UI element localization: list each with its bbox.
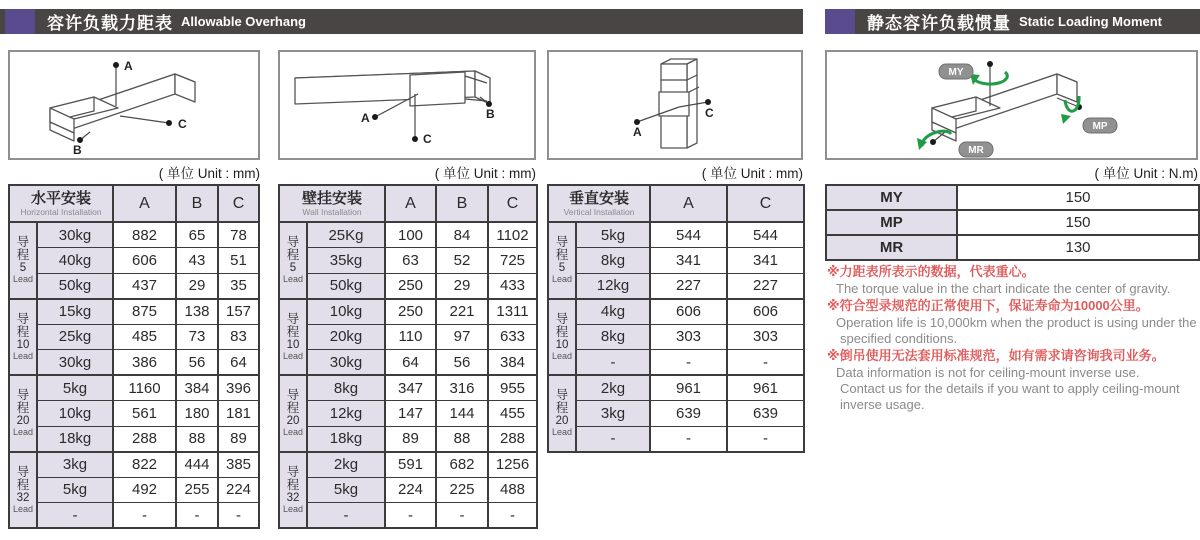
value-cell: 384 <box>488 350 537 376</box>
value-cell: 544 <box>650 222 727 248</box>
value-cell: 288 <box>113 426 176 452</box>
value-cell: 341 <box>727 248 804 274</box>
load-cell: - <box>576 350 650 376</box>
load-cell: 20kg <box>307 324 385 350</box>
section-header-static-loading-moment <box>825 9 1200 34</box>
value-cell: 591 <box>385 452 436 478</box>
actuator-isometric-drawing <box>549 52 801 158</box>
load-cell: 18kg <box>37 426 113 452</box>
footnote-en-line: The torque value in the chart indicate the center of gravity. <box>836 281 1171 296</box>
value-cell: 224 <box>218 477 259 503</box>
wall-installation-diagram <box>278 50 536 160</box>
value-cell: 157 <box>218 299 259 325</box>
load-cell: 3kg <box>37 452 113 478</box>
load-cell: - <box>307 503 385 529</box>
footnote-en-line: Data information is not for ceiling-mount inverse use. <box>836 365 1140 380</box>
value-cell: 227 <box>650 273 727 299</box>
value-cell: 144 <box>436 401 488 427</box>
load-cell: 12kg <box>576 273 650 299</box>
unit-label-mm: ( 单位 Unit : mm) <box>701 166 803 181</box>
load-cell: 15kg <box>37 299 113 325</box>
column-header-c: C <box>218 185 259 222</box>
lead-20-label: 导 程 20 Lead <box>279 375 307 452</box>
value-cell: 303 <box>650 324 727 350</box>
section-title-en: Static Loading Moment <box>1019 14 1162 29</box>
load-cell: 10kg <box>37 401 113 427</box>
value-cell: 73 <box>176 324 218 350</box>
value-cell: 29 <box>176 273 218 299</box>
column-header-c: C <box>727 185 804 222</box>
value-cell: 485 <box>113 324 176 350</box>
value-cell: 1102 <box>488 222 537 248</box>
footnote-en-line: inverse usage. <box>840 397 925 412</box>
load-cell: 5kg <box>37 477 113 503</box>
my-badge-label: MY <box>948 67 964 78</box>
value-cell: 544 <box>727 222 804 248</box>
value-cell: 65 <box>176 222 218 248</box>
value-cell: 1256 <box>488 452 537 478</box>
load-cell: 5kg <box>37 375 113 401</box>
value-cell: 1311 <box>488 299 537 325</box>
table-title: 水平安装 Horizontal Installation <box>9 185 113 222</box>
moment-value: 150 <box>957 210 1199 235</box>
value-cell: 51 <box>218 248 259 274</box>
horizontal-installation-diagram <box>8 50 260 160</box>
footnote <box>827 263 1200 297</box>
lead-10-label: 导 程 10 Lead <box>9 299 37 376</box>
value-cell: 29 <box>436 273 488 299</box>
column-header-a: A <box>650 185 727 222</box>
load-cell: 25kg <box>37 324 113 350</box>
value-cell: 255 <box>176 477 218 503</box>
value-cell: 396 <box>218 375 259 401</box>
load-cell: 50kg <box>37 273 113 299</box>
vertical-installation-table <box>547 184 805 453</box>
static-moment-diagram <box>825 50 1198 160</box>
footnote-en-line: Operation life is 10,000km when the product is using under the <box>836 315 1197 330</box>
lead-10-label: 导 程 10 Lead <box>279 299 307 376</box>
value-cell: 492 <box>113 477 176 503</box>
footnote-zh: ※符合型录规范的正常使用下，保证寿命为10000公里。 <box>827 298 1149 313</box>
value-cell: 64 <box>218 350 259 376</box>
horizontal-installation-table <box>8 184 260 529</box>
moment-value: 130 <box>957 235 1199 260</box>
lead-32-label: 导 程 32 Lead <box>9 452 37 529</box>
load-cell: 30kg <box>37 222 113 248</box>
footnotes <box>827 263 1200 413</box>
vertical-installation-diagram <box>547 50 803 160</box>
value-cell: - <box>176 503 218 529</box>
value-cell: 384 <box>176 375 218 401</box>
value-cell: 822 <box>113 452 176 478</box>
value-cell: 88 <box>436 426 488 452</box>
column-header-a: A <box>113 185 176 222</box>
value-cell: 606 <box>727 299 804 325</box>
load-cell: 18kg <box>307 426 385 452</box>
value-cell: 56 <box>176 350 218 376</box>
value-cell: 639 <box>650 401 727 427</box>
value-cell: - <box>727 350 804 376</box>
section-title-zh: 容许负载力距表 <box>47 14 173 33</box>
value-cell: 138 <box>176 299 218 325</box>
value-cell: 100 <box>385 222 436 248</box>
footnote-zh: ※倒吊使用无法套用标准规范，如有需求请咨询我司业务。 <box>827 348 1165 363</box>
value-cell: 97 <box>436 324 488 350</box>
footnote-en-line: Contact us for the details if you want to apply ceiling-mount <box>840 381 1180 396</box>
point-a-label: A <box>124 59 133 73</box>
actuator-isometric-drawing <box>10 52 258 158</box>
value-cell: 882 <box>113 222 176 248</box>
value-cell: 83 <box>218 324 259 350</box>
value-cell: 250 <box>385 299 436 325</box>
unit-label-nm: ( 单位 Unit : N.m) <box>1094 166 1198 181</box>
static-moment-table <box>825 184 1200 261</box>
value-cell: 224 <box>385 477 436 503</box>
load-cell: 30kg <box>37 350 113 376</box>
footnote-zh: ※力距表所表示的数据，代表重心。 <box>827 264 1035 279</box>
load-cell: 2kg <box>576 375 650 401</box>
value-cell: - <box>113 503 176 529</box>
column-header-b: B <box>436 185 488 222</box>
value-cell: 437 <box>113 273 176 299</box>
load-cell: 8kg <box>576 324 650 350</box>
column-header-a: A <box>385 185 436 222</box>
value-cell: 455 <box>488 401 537 427</box>
value-cell: 386 <box>113 350 176 376</box>
point-b-label: B <box>486 107 495 121</box>
lead-32-label: 导 程 32 Lead <box>279 452 307 529</box>
accent-square <box>825 9 855 34</box>
value-cell: 682 <box>436 452 488 478</box>
value-cell: 385 <box>218 452 259 478</box>
value-cell: 488 <box>488 477 537 503</box>
lead-5-label: 导 程 5 Lead <box>279 222 307 299</box>
value-cell: 606 <box>113 248 176 274</box>
value-cell: 63 <box>385 248 436 274</box>
table-title: 壁挂安装 Wall Installation <box>279 185 385 222</box>
value-cell: 639 <box>727 401 804 427</box>
mp-badge-label: MP <box>1092 121 1108 132</box>
value-cell: - <box>650 426 727 452</box>
load-cell: 5kg <box>307 477 385 503</box>
load-cell: 2kg <box>307 452 385 478</box>
load-cell: 30kg <box>307 350 385 376</box>
value-cell: 88 <box>176 426 218 452</box>
value-cell: 433 <box>488 273 537 299</box>
moment-axis-mp: MP <box>826 210 957 235</box>
value-cell: 341 <box>650 248 727 274</box>
value-cell: 316 <box>436 375 488 401</box>
load-cell: 3kg <box>576 401 650 427</box>
section-title-zh: 静态容许负载惯量 <box>867 14 1011 33</box>
footnote <box>827 347 1200 413</box>
lead-5-label: 导 程 5 Lead <box>548 222 576 299</box>
value-cell: 147 <box>385 401 436 427</box>
load-cell: 8kg <box>576 248 650 274</box>
load-cell: - <box>576 426 650 452</box>
actuator-moment-drawing <box>827 52 1196 158</box>
accent-square <box>5 9 35 34</box>
unit-label-mm: ( 单位 Unit : mm) <box>158 166 260 181</box>
actuator-isometric-drawing <box>280 52 534 158</box>
point-c-label: C <box>423 132 432 146</box>
value-cell: 961 <box>727 375 804 401</box>
value-cell: 725 <box>488 248 537 274</box>
lead-10-label: 导 程 10 Lead <box>548 299 576 376</box>
load-cell: 35kg <box>307 248 385 274</box>
value-cell: 606 <box>650 299 727 325</box>
footnote-en-line: specified conditions. <box>840 331 958 346</box>
load-cell: 25Kg <box>307 222 385 248</box>
value-cell: 303 <box>727 324 804 350</box>
my-rotation-arrow <box>975 72 1007 84</box>
moment-value: 150 <box>957 185 1199 210</box>
column-header-c: C <box>488 185 537 222</box>
value-cell: 43 <box>176 248 218 274</box>
footnote <box>827 297 1200 347</box>
value-cell: - <box>727 426 804 452</box>
point-a-label: A <box>633 125 642 139</box>
value-cell: - <box>488 503 537 529</box>
column-header-b: B <box>176 185 218 222</box>
load-cell: 5kg <box>576 222 650 248</box>
value-cell: 561 <box>113 401 176 427</box>
value-cell: 78 <box>218 222 259 248</box>
wall-installation-table <box>278 184 538 529</box>
moment-axis-mr: MR <box>826 235 957 260</box>
value-cell: 1160 <box>113 375 176 401</box>
point-c-label: C <box>178 117 187 131</box>
value-cell: 227 <box>727 273 804 299</box>
value-cell: 89 <box>385 426 436 452</box>
point-b-label: B <box>73 143 82 157</box>
value-cell: 181 <box>218 401 259 427</box>
load-cell: 4kg <box>576 299 650 325</box>
point-c-label: C <box>705 106 714 120</box>
load-cell: - <box>37 503 113 529</box>
table-title: 垂直安装 Vertical Installation <box>548 185 650 222</box>
value-cell: 961 <box>650 375 727 401</box>
value-cell: 288 <box>488 426 537 452</box>
lead-20-label: 导 程 20 Lead <box>9 375 37 452</box>
value-cell: 633 <box>488 324 537 350</box>
value-cell: 250 <box>385 273 436 299</box>
value-cell: 444 <box>176 452 218 478</box>
value-cell: 35 <box>218 273 259 299</box>
value-cell: 225 <box>436 477 488 503</box>
load-cell: 12kg <box>307 401 385 427</box>
value-cell: 56 <box>436 350 488 376</box>
value-cell: 180 <box>176 401 218 427</box>
load-cell: 40kg <box>37 248 113 274</box>
value-cell: - <box>650 350 727 376</box>
value-cell: 84 <box>436 222 488 248</box>
section-header-allowable-overhang <box>0 9 803 34</box>
moment-axis-my: MY <box>826 185 957 210</box>
load-cell: 8kg <box>307 375 385 401</box>
value-cell: 221 <box>436 299 488 325</box>
value-cell: - <box>218 503 259 529</box>
load-cell: 10kg <box>307 299 385 325</box>
section-title-en: Allowable Overhang <box>181 14 306 29</box>
value-cell: 52 <box>436 248 488 274</box>
value-cell: 955 <box>488 375 537 401</box>
value-cell: 110 <box>385 324 436 350</box>
lead-5-label: 导 程 5 Lead <box>9 222 37 299</box>
unit-label-mm: ( 单位 Unit : mm) <box>434 166 536 181</box>
value-cell: 875 <box>113 299 176 325</box>
mr-badge-label: MR <box>968 145 984 156</box>
point-a-label: A <box>361 111 370 125</box>
value-cell: - <box>385 503 436 529</box>
load-cell: 50kg <box>307 273 385 299</box>
value-cell: 89 <box>218 426 259 452</box>
value-cell: - <box>436 503 488 529</box>
lead-20-label: 导 程 20 Lead <box>548 375 576 452</box>
value-cell: 347 <box>385 375 436 401</box>
value-cell: 64 <box>385 350 436 376</box>
